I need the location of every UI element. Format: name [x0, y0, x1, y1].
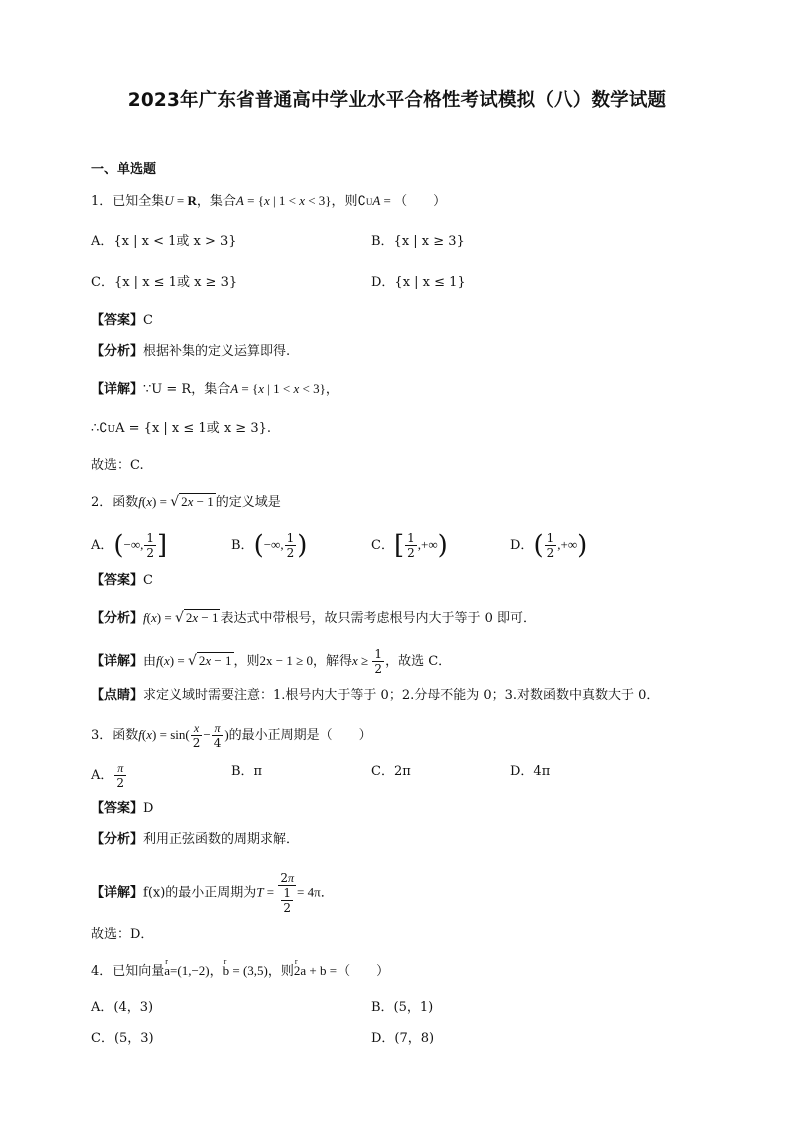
q3-analysis: 【分析】利用正弦函数的周期求解． — [91, 832, 300, 847]
q2-answer: 【答案】C — [91, 573, 153, 588]
q1-option-a: A．{x | x < 1或 x > 3} — [91, 234, 237, 249]
q2-option-c: C．[ $\frac{1}{2}$ ,+∞) — [371, 530, 448, 561]
q4-option-a: A．(4，3) — [91, 1000, 154, 1015]
q2-option-d: D．( $\frac{1}{2}$ ,+∞) — [510, 530, 588, 561]
q4-option-d: D．(7，8) — [371, 1031, 435, 1046]
q3-detail: 【详解】f(x)的最小正周期为T = $\frac{2\pi}{\frac{1}{2}}$ = 4π． — [91, 871, 334, 915]
q4-option-c: C．(5，3) — [91, 1031, 154, 1046]
q2-comment: 【点睛】求定义域时需要注意：1.根号内大于等于 0；2.分母不能为 0；3.对数函数中真数大于 0． — [91, 688, 660, 703]
q3-option-d: D．4π — [510, 764, 551, 779]
q2-analysis: 【分析】f(x) = √ 2x − 1 表达式中带根号，故只需考虑根号内大于等于 0 即可． — [91, 610, 537, 626]
page-title: 2023年广东省普通高中学业水平合格性考试模拟（八）数学试题 — [127, 90, 667, 111]
q1-answer: 【答案】C — [91, 313, 153, 328]
q2-option-b: B．(−∞, $\frac{1}{2}$ ) — [231, 530, 308, 561]
q4-stem: 4．已知向量r a=(1,−2)，r b = (3,5)，则r 2a + b =（ ） — [91, 961, 389, 982]
q3-answer: 【答案】D — [91, 801, 154, 816]
section-heading: 一、单选题 — [91, 162, 157, 177]
q3-stem: 3．函数f(x) = sin( $\frac{x}{2}$ − $\frac{\pi}{4}$ )的最小正周期是（ ） — [91, 721, 372, 750]
q4-option-b: B．(5，1) — [371, 1000, 434, 1015]
q3-option-b: B．π — [231, 764, 263, 779]
q3-conclusion: 故选：D． — [91, 927, 154, 942]
q1-conclusion: 故选：C. — [91, 458, 144, 473]
q3-option-a: A． $\frac{\pi}{2}$ — [91, 761, 125, 790]
q2-option-a: A．(−∞, $\frac{1}{2}$ ] — [91, 530, 168, 561]
q3-option-c: C．2π — [371, 764, 411, 779]
q1-option-b: B．{x | x ≥ 3} — [371, 234, 465, 249]
q1-stem: 1．已知全集U = R，集合A = {x | 1 < x < 3}，则∁UA = （ ） — [91, 193, 447, 209]
q1-detail-result: ∴∁UA = {x | x ≤ 1或 x ≥ 3}. — [91, 421, 271, 436]
q1-detail: 【详解】∵U = R，集合A = {x | 1 < x < 3}， — [91, 381, 339, 397]
q1-option-d: D．{x | x ≤ 1} — [371, 275, 466, 290]
q1-analysis: 【分析】根据补集的定义运算即得. — [91, 344, 291, 359]
q2-detail: 【详解】由f(x) = √ 2x − 1 ，则2x − 1 ≥ 0，解得x ≥ $\frac{1}{2}$ ，故选 C． — [91, 647, 452, 676]
q1-option-c: C．{x | x ≤ 1或 x ≥ 3} — [91, 275, 238, 290]
q2-stem: 2．函数f(x) = √ 2x − 1 的定义域是 — [91, 494, 281, 510]
